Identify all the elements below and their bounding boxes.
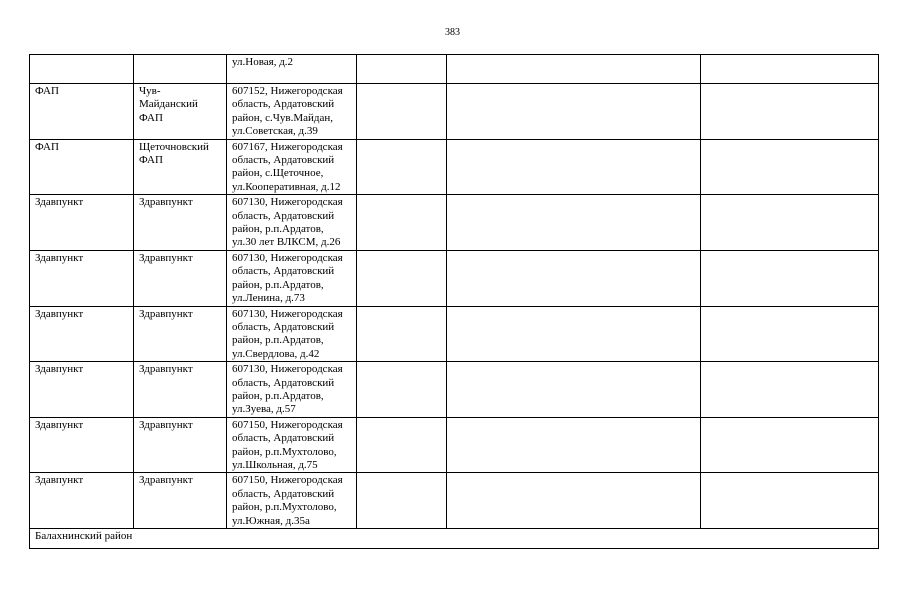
cell-empty [447,473,701,529]
cell-name [134,473,227,529]
name-line: Здравпункт [139,251,193,264]
name-line: Чув- [139,85,161,97]
cell-type: Здавпункт [30,195,134,251]
name-line: Здравпункт [139,307,193,320]
cell-empty [447,362,701,418]
cell-empty [447,195,701,251]
cell-address [227,473,357,529]
table-row [30,306,879,362]
cell-name [134,306,227,362]
cell-name [134,362,227,418]
cell-name [134,195,227,251]
cell-address [227,84,357,140]
cell-empty [357,195,447,251]
address-line: район, р.п.Ардатов, [232,223,324,236]
cell-empty [447,139,701,195]
table-row [30,250,879,306]
address-line: район, с.Чув.Майдан, [232,111,334,124]
cell-type [30,55,134,84]
name-line: Здравпункт [139,418,193,431]
address-line: ул.Новая, д.2 [232,56,294,68]
cell-name [134,250,227,306]
cell-empty [357,417,447,473]
name-line: ФАП [139,154,163,167]
cell-empty [447,55,701,84]
cell-empty [447,84,701,140]
cell-name [134,55,227,84]
cell-empty [701,362,879,418]
address-line: ул.Свердлова, д.42 [232,347,320,360]
address-line: область, Ардатовский [232,209,335,222]
address-line: область, Ардатовский [232,154,335,167]
table-row [30,362,879,418]
address-line: область, Ардатовский [232,376,335,389]
district-label: Балахнинский район [30,529,879,549]
cell-empty [701,195,879,251]
cell-empty [701,417,879,473]
cell-empty [357,139,447,195]
cell-address [227,362,357,418]
address-line: ул.Зуева, д.57 [232,403,296,416]
cell-empty [357,55,447,84]
address-line: район, р.п.Ардатов, [232,334,324,347]
address-line: 607130, Нижегородская [232,307,343,320]
cell-empty [447,250,701,306]
name-line: Здравпункт [139,474,193,487]
address-line: 607130, Нижегородская [232,251,343,264]
cell-empty [357,362,447,418]
address-line: область, Ардатовский [232,432,335,445]
address-line: район, р.п.Мухтолово, [232,501,337,514]
cell-empty [447,417,701,473]
cell-empty [357,473,447,529]
address-line: район, с.Щеточное, [232,167,324,180]
cell-empty [357,250,447,306]
cell-empty [701,250,879,306]
address-line: область, Ардатовский [232,265,335,278]
cell-address [227,139,357,195]
name-line: Щеточновский [139,140,209,153]
cell-address [227,195,357,251]
name-line: Здравпункт [139,196,193,209]
table-row [30,195,879,251]
table-row [30,55,879,84]
cell-name [134,84,227,140]
address-line: 607150, Нижегородская [232,418,343,431]
address-line: ул.Школьная, д.75 [232,458,318,471]
cell-type: Здавпункт [30,250,134,306]
cell-type: Здавпункт [30,362,134,418]
address-line: область, Ардатовский [232,320,335,333]
cell-name [134,139,227,195]
cell-type: Здавпункт [30,473,134,529]
address-line: район, р.п.Мухтолово, [232,445,337,458]
address-line: область, Ардатовский [232,487,335,500]
address-line: ул.30 лет ВЛКСМ, д.26 [232,236,341,249]
cell-address [227,417,357,473]
cell-empty [701,55,879,84]
cell-empty [357,84,447,140]
cell-name [134,417,227,473]
cell-address [227,306,357,362]
address-line: 607167, Нижегородская [232,140,343,153]
cell-type: Здавпункт [30,417,134,473]
district-row [30,529,879,549]
cell-type: ФАП [30,139,134,195]
cell-address [227,250,357,306]
cell-empty [447,306,701,362]
cell-empty [701,473,879,529]
address-line: ул.Советская, д.39 [232,125,318,138]
cell-empty [357,306,447,362]
cell-empty [701,139,879,195]
table-row [30,84,879,140]
address-line: ул.Кооперативная, д.12 [232,180,341,193]
address-line: 607130, Нижегородская [232,363,343,376]
address-line: область, Ардатовский [232,98,335,111]
page-number: 383 [445,27,460,38]
address-line: 607130, Нижегородская [232,196,343,209]
table-row [30,139,879,195]
cell-type: Здавпункт [30,306,134,362]
cell-type: ФАП [30,84,134,140]
cell-address [227,55,357,84]
cell-empty [701,306,879,362]
facilities-table [29,54,879,549]
address-line: 607152, Нижегородская [232,85,343,97]
address-line: ул.Южная, д.35а [232,514,310,527]
table-row [30,473,879,529]
cell-empty [701,84,879,140]
name-line: Здравпункт [139,363,193,376]
name-line: Майданский [139,98,198,111]
address-line: район, р.п.Ардатов, [232,278,324,291]
address-line: район, р.п.Ардатов, [232,389,324,402]
table-row [30,417,879,473]
name-line: ФАП [139,111,163,124]
address-line: 607150, Нижегородская [232,474,343,487]
address-line: ул.Ленина, д.73 [232,292,305,305]
